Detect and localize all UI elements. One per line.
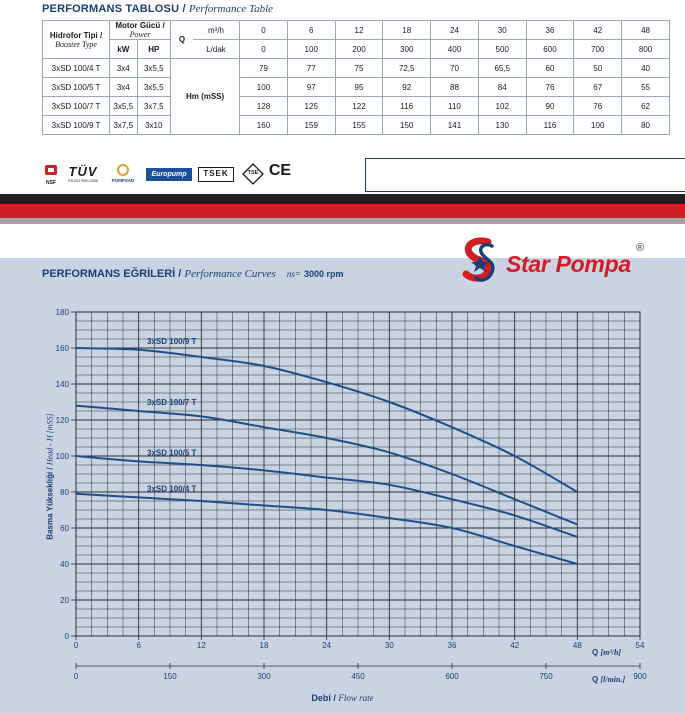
- x2-tick-label: 0: [73, 672, 79, 681]
- row-type: 3xSD 100/5 T: [43, 78, 110, 97]
- brand-name: Star Pompa: [506, 251, 631, 277]
- header-unit-m3h: m³/h: [193, 21, 240, 40]
- q-ldak-cell: 0: [240, 40, 288, 59]
- row-value: 155: [335, 116, 383, 135]
- x2-tick-label: 750: [539, 672, 553, 681]
- row-value: 130: [478, 116, 526, 135]
- header-q: Q: [171, 21, 193, 59]
- x-axis-label: Debi / Flow rate: [311, 693, 374, 703]
- nsf-logo: NSF: [40, 164, 62, 186]
- row-type: 3xSD 100/7 T: [43, 97, 110, 116]
- y-tick-label: 120: [55, 416, 69, 425]
- x-unit-label: Q [m³/h]: [592, 648, 622, 657]
- performance-table-section: [0, 0, 685, 195]
- brand-s-icon: [458, 236, 504, 286]
- q-m3h-cell: 6: [287, 21, 335, 40]
- tsek-logo: TSEK: [198, 167, 234, 182]
- tse-logo: TSE: [242, 163, 264, 185]
- curves-title-bold: PERFORMANS EĞRİLERİ /: [42, 268, 182, 280]
- row-kw: 3x7,5: [110, 116, 137, 135]
- table-row: [43, 116, 670, 135]
- row-value: 100: [574, 116, 622, 135]
- header-kw: kW: [110, 40, 137, 59]
- row-hp: 3x7,5: [137, 97, 171, 116]
- y-tick-label: 160: [55, 344, 69, 353]
- europump-logo: Europump: [146, 168, 192, 181]
- q-m3h-cell: 0: [240, 21, 288, 40]
- q-m3h-cell: 18: [383, 21, 431, 40]
- row-value: 65,5: [478, 59, 526, 78]
- x-axis-ticks: [74, 636, 645, 650]
- q-ldak-cell: 500: [478, 40, 526, 59]
- row-value: 125: [287, 97, 335, 116]
- x-tick-label: 42: [510, 641, 520, 650]
- row-value: 92: [383, 78, 431, 97]
- divider-band-red: [0, 204, 685, 218]
- x2-tick-label: 150: [163, 672, 177, 681]
- row-kw: 3x4: [110, 78, 137, 97]
- header-booster-type: Hidrofor Tipi / Booster Type: [43, 21, 110, 59]
- table-section-title: [42, 3, 273, 15]
- x2-tick-label: 450: [351, 672, 365, 681]
- row-value: 80: [622, 116, 670, 135]
- q-m3h-cell: 30: [478, 21, 526, 40]
- q-ldak-cell: 300: [383, 40, 431, 59]
- row-hp: 3x5,5: [137, 78, 171, 97]
- q-ldak-cell: 800: [622, 40, 670, 59]
- x-tick-label: 12: [196, 641, 206, 650]
- header-motor-power: Motor Gücü / Power: [110, 21, 171, 40]
- y-axis-ticks: [56, 308, 76, 641]
- pompsad-logo: POMPSAD: [106, 164, 140, 183]
- row-kw: 3x5,5: [110, 97, 137, 116]
- row-type: 3xSD 100/4 T: [43, 59, 110, 78]
- q-ldak-cell: 200: [335, 40, 383, 59]
- row-value: 88: [431, 78, 479, 97]
- row-value: 150: [383, 116, 431, 135]
- performance-table: [42, 20, 670, 135]
- row-value: 90: [526, 97, 574, 116]
- q-ldak-cell: 600: [526, 40, 574, 59]
- table-row: [43, 59, 670, 78]
- y-tick-label: 60: [60, 524, 69, 533]
- certification-logos: [38, 160, 358, 190]
- row-value: 84: [478, 78, 526, 97]
- row-value: 122: [335, 97, 383, 116]
- y-axis-label: Basma Yüksekliği / Head - H [mSS]: [45, 413, 55, 540]
- row-value: 95: [335, 78, 383, 97]
- q-ldak-cell: 100: [287, 40, 335, 59]
- table-title-italic: Performance Table: [188, 3, 274, 15]
- y-tick-label: 0: [64, 632, 69, 641]
- row-value: 102: [478, 97, 526, 116]
- ns-label: ns=: [286, 269, 301, 279]
- row-value: 116: [383, 97, 431, 116]
- q-m3h-cell: 48: [622, 21, 670, 40]
- row-value: 76: [574, 97, 622, 116]
- y-tick-label: 140: [55, 380, 69, 389]
- row-value: 62: [622, 97, 670, 116]
- row-value: 97: [287, 78, 335, 97]
- row-value: 50: [574, 59, 622, 78]
- row-value: 128: [240, 97, 288, 116]
- row-value: 67: [574, 78, 622, 97]
- row-type: 3xSD 100/9 T: [43, 116, 110, 135]
- row-value: 40: [622, 59, 670, 78]
- x2-tick-label: 600: [445, 672, 459, 681]
- performance-curves-chart: [0, 290, 685, 695]
- curves-title-italic: Performance Curves: [184, 268, 276, 280]
- x-tick-label: 54: [635, 641, 645, 650]
- x-tick-label: 6: [136, 641, 141, 650]
- table-title-bold: PERFORMANS TABLOSU /: [42, 3, 186, 15]
- x-tick-label: 0: [73, 641, 79, 650]
- head-label: Hm (mSS): [171, 59, 240, 135]
- q-m3h-cell: 12: [335, 21, 383, 40]
- q-m3h-cell: 24: [431, 21, 479, 40]
- q-ldak-cell: 400: [431, 40, 479, 59]
- curves-section-title: [42, 268, 343, 280]
- row-value: 110: [431, 97, 479, 116]
- row-value: 141: [431, 116, 479, 135]
- x2-tick-label: 300: [257, 672, 271, 681]
- q-ldak-cell: 700: [574, 40, 622, 59]
- table-row: [43, 78, 670, 97]
- chart-grid: [76, 312, 640, 636]
- info-box: [365, 158, 685, 192]
- row-hp: 3x5,5: [137, 59, 171, 78]
- series-label: 3xSD 100/4 T: [147, 484, 197, 494]
- header-hp: HP: [137, 40, 171, 59]
- q-m3h-cell: 36: [526, 21, 574, 40]
- row-kw: 3x4: [110, 59, 137, 78]
- series-label: 3xSD 100/5 T: [147, 448, 197, 458]
- row-value: 72,5: [383, 59, 431, 78]
- row-value: 76: [526, 78, 574, 97]
- row-value: 79: [240, 59, 288, 78]
- header-unit-ldak: L/dak: [193, 40, 240, 59]
- row-value: 75: [335, 59, 383, 78]
- y-tick-label: 40: [60, 560, 69, 569]
- row-value: 159: [287, 116, 335, 135]
- table-row: [43, 97, 670, 116]
- x-tick-label: 48: [572, 641, 582, 650]
- row-value: 60: [526, 59, 574, 78]
- tuv-logo: TÜV EN ISO 9001:2008: [68, 164, 98, 183]
- row-value: 100: [240, 78, 288, 97]
- row-value: 55: [622, 78, 670, 97]
- row-value: 160: [240, 116, 288, 135]
- divider-band-dark: [0, 194, 685, 204]
- x-tick-label: 18: [259, 641, 269, 650]
- x-tick-label: 36: [447, 641, 457, 650]
- row-value: 70: [431, 59, 479, 78]
- x2-unit-label: Q [l/min.]: [592, 675, 626, 684]
- brand-registered: ®: [636, 242, 645, 254]
- row-hp: 3x10: [137, 116, 171, 135]
- x2-tick-label: 900: [633, 672, 647, 681]
- x-tick-label: 30: [384, 641, 394, 650]
- y-tick-label: 180: [55, 308, 69, 317]
- row-value: 116: [526, 116, 574, 135]
- brand-logo: [458, 236, 658, 286]
- series-label: 3xSD 100/7 T: [147, 398, 197, 407]
- q-m3h-cell: 42: [574, 21, 622, 40]
- y-tick-label: 100: [55, 452, 69, 461]
- series-label: 3xSD 100/9 T: [147, 336, 197, 346]
- row-value: 77: [287, 59, 335, 78]
- x-tick-label: 24: [322, 641, 332, 650]
- ce-logo: CE: [268, 162, 292, 179]
- y-tick-label: 80: [60, 488, 69, 497]
- y-tick-label: 20: [60, 596, 69, 605]
- rpm-label: 3000 rpm: [303, 269, 344, 279]
- x2-axis: [74, 663, 647, 681]
